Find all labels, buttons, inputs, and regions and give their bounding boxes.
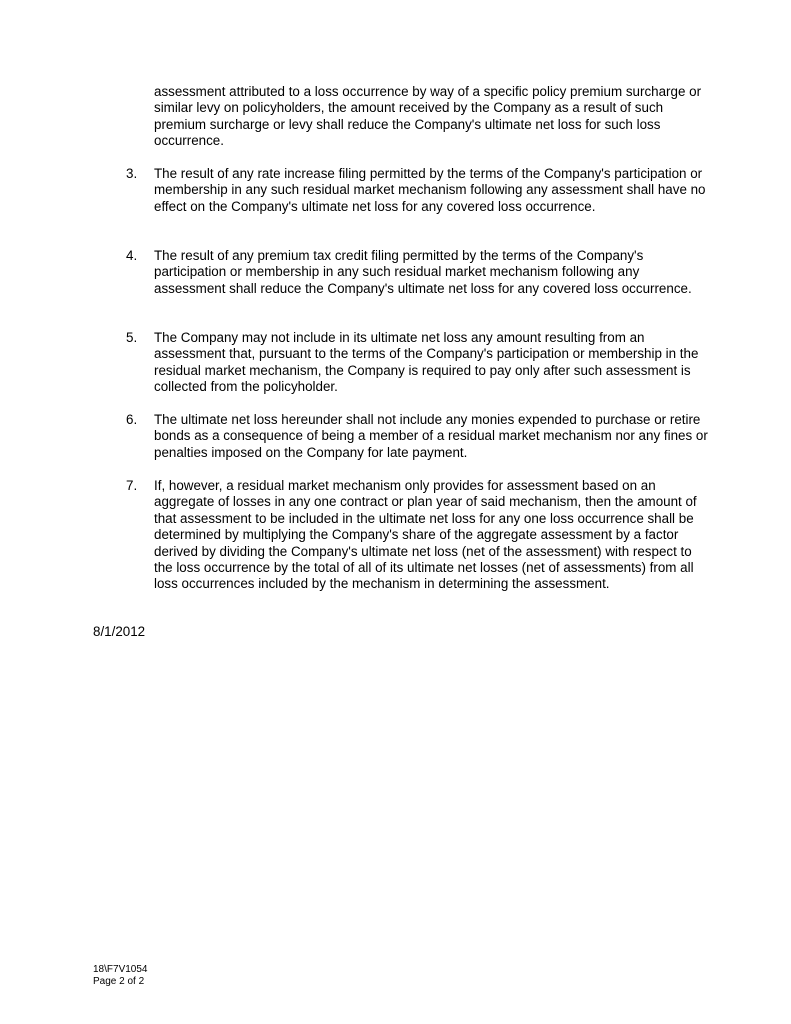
form-number: 18\F7V1054 (93, 964, 148, 975)
page-number: Page 2 of 2 (93, 976, 145, 987)
clause-text: The result of any rate increase filing permitted by the terms of the Company's participation or membership in any such residual market mechanism following any assessment shall have no effect on the Company's ultimate net loss for any covered loss occurrence. (154, 166, 706, 214)
clause-text: The Company may not include in its ultimate net loss any amount resulting from an assessment that, pursuant to the terms of the Company's participation or membership in the residual market mechanism, the Company is required to pay only after such assessment is collected from the policyholder. (154, 330, 699, 395)
clause-number: 4. (126, 248, 138, 263)
clause-number: 7. (126, 478, 138, 493)
continuation-paragraph: assessment attributed to a loss occurrence by way of a specific policy premium surcharge or similar levy on policyholders, the amount received by the Company as a result of such premium surcharge or levy shall reduce the Company's ultimate net loss for such loss occurrence. (154, 84, 702, 149)
clause-number: 6. (126, 412, 138, 427)
clause-text: If, however, a residual market mechanism only provides for assessment based on an aggregate of losses in any one contract or plan year of said mechanism, then the amount of that assessment to be included in the ultimate net loss for any one loss occurrence shall be determined by multiplying the Company's share of the aggregate assessment by a factor derived by dividing the Company's ultimate net loss (net of the assessment) with respect to the loss occurrence by the total of all of its ultimate net losses (net of assessments) from all loss occurrences included by the mechanism in determining the assessment. (154, 478, 697, 592)
document-date: 8/1/2012 (93, 624, 146, 639)
clause-text: The ultimate net loss hereunder shall not include any monies expended to purchase or retire bonds as a consequence of being a member of a residual market mechanism nor any fines or penalties imposed on the Company for late payment. (154, 412, 708, 460)
clause-number: 3. (126, 166, 138, 181)
clause-number: 5. (126, 330, 138, 345)
clause-text: The result of any premium tax credit filing permitted by the terms of the Company's participation or membership in any such residual market mechanism following any assessment shall reduce the Company's ultimate net loss for any covered loss occurrence. (154, 248, 692, 296)
